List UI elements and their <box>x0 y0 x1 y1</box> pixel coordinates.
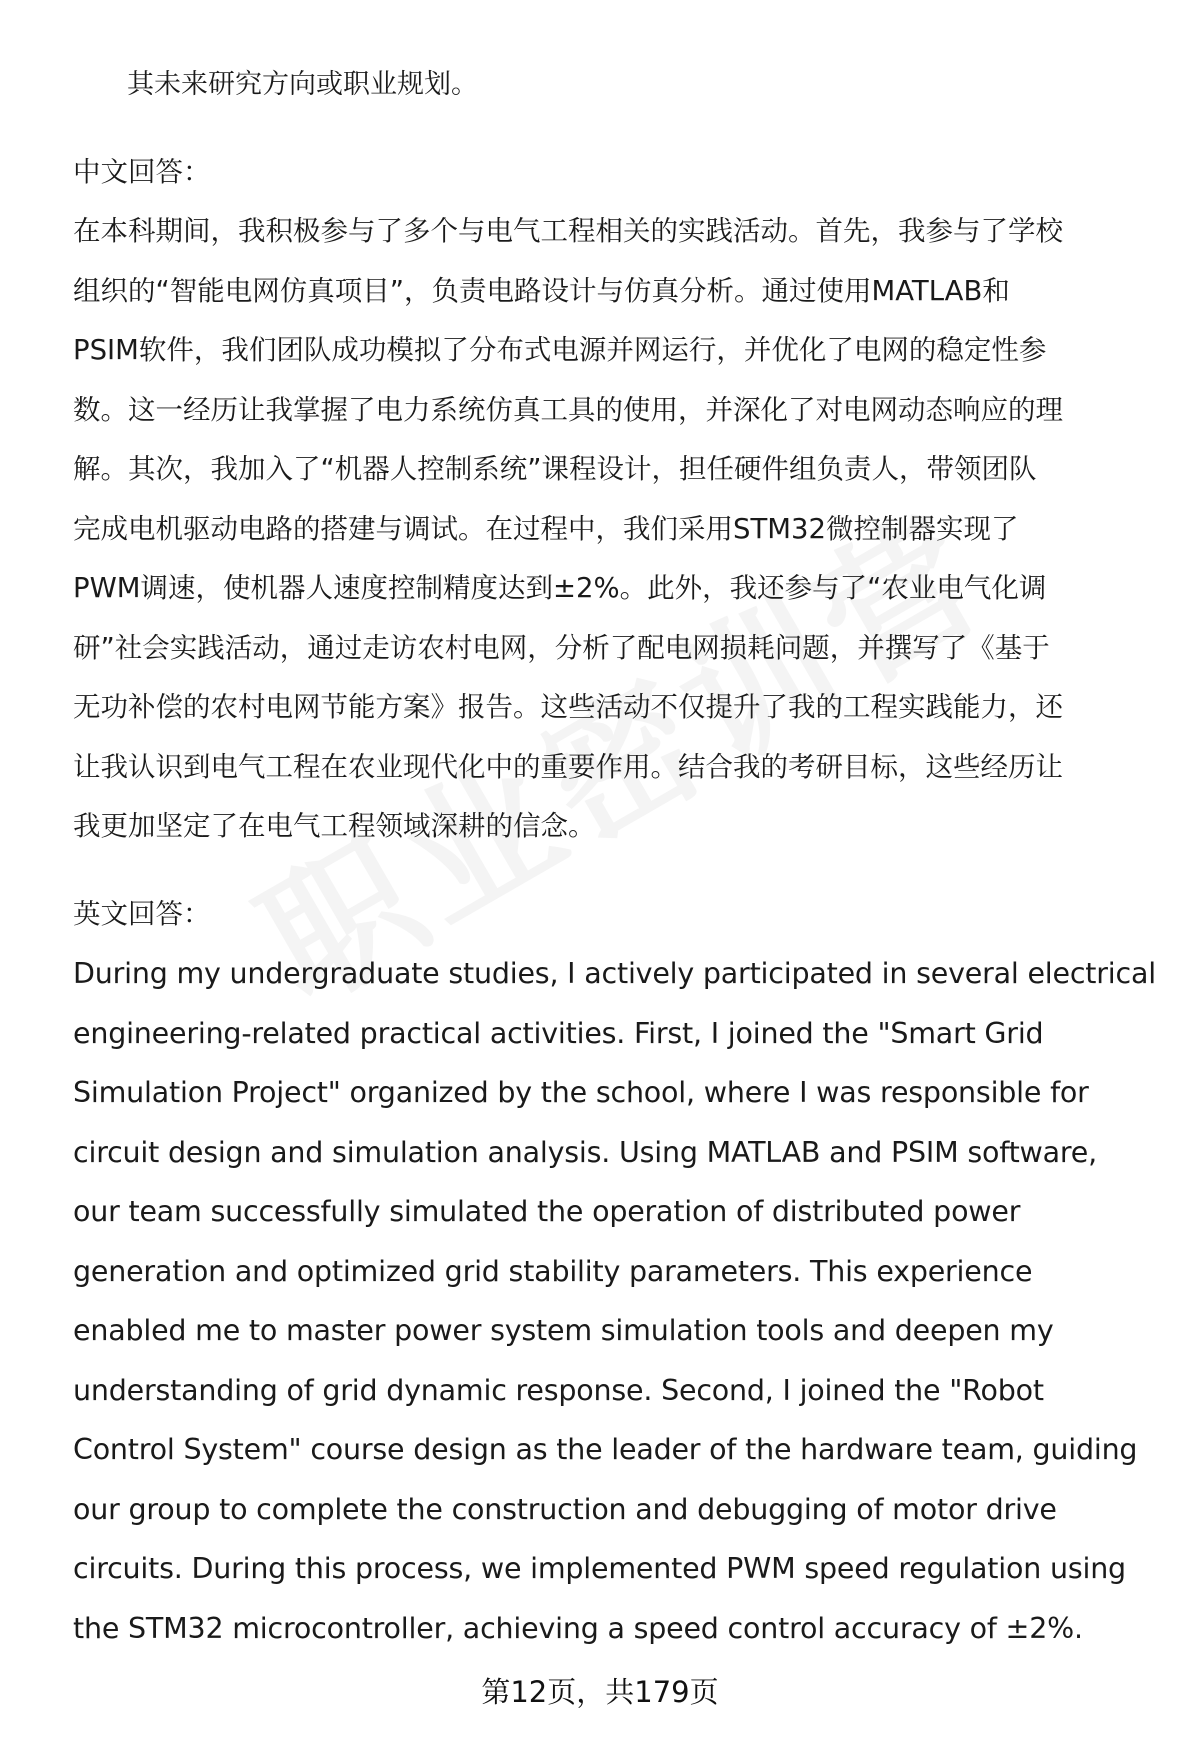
paragraph-gap <box>73 857 1153 885</box>
paragraph-gap <box>73 115 1153 143</box>
chinese-answer-line: 数。这一经历让我掌握了电力系统仿真工具的使用，并深化了对电网动态响应的理 <box>73 393 1063 426</box>
english-answer-line: Control System" course design as the leader of the hardware team, guiding <box>73 1433 1138 1466</box>
english-answer-line: understanding of grid dynamic response. Second, I joined the "Robot <box>73 1373 1044 1407</box>
english-answer-line: our team successfully simulated the operation of distributed power <box>73 1195 1021 1228</box>
english-answer-line: During my undergraduate studies, I actively participated in several electrical <box>73 957 1156 990</box>
english-answer-line: engineering-related practical activities. First, I joined the "Smart Grid <box>73 1016 1044 1050</box>
chinese-answer-line: 我更加坚定了在电气工程领域深耕的信念。 <box>73 810 596 842</box>
chinese-answer-line: PWM调速，使机器人速度控制精度达到±2%。此外，我还参与了“农业电气化调 <box>73 572 1047 604</box>
chinese-answer-line: 解。其次，我加入了“机器人控制系统”课程设计，担任硬件组负责人，带领团队 <box>73 453 1037 485</box>
chinese-answer-line: 研”社会实践活动，通过走访农村电网，分析了配电网损耗问题，并撰写了《基于 <box>73 631 1050 664</box>
document-body <box>73 55 1156 1658</box>
chinese-answer-line: 无功补偿的农村电网节能方案》报告。这些活动不仅提升了我的工程实践能力，还 <box>73 691 1063 723</box>
page-number-footer: 第12页，共179页 <box>481 1675 719 1709</box>
chinese-answer-line: 组织的“智能电网仿真项目”，负责电路设计与仿真分析。通过使用MATLAB和 <box>73 274 1010 307</box>
chinese-answer-line: 在本科期间，我积极参与了多个与电气工程相关的实践活动。首先，我参与了学校 <box>73 215 1063 247</box>
english-answer-line: Simulation Project" organized by the school, where I was responsible for <box>73 1076 1089 1109</box>
english-answer-line: enabled me to master power system simulation tools and deepen my <box>73 1314 1054 1347</box>
chinese-answer-heading: 中文回答： <box>73 155 211 188</box>
chinese-answer-line: 完成电机驱动电路的搭建与调试。在过程中，我们采用STM32微控制器实现了 <box>73 512 1019 545</box>
chinese-answer-line: 让我认识到电气工程在农业现代化中的重要作用。结合我的考研目标，这些经历让 <box>73 750 1063 783</box>
intro-line: 其未来研究方向或职业规划。 <box>127 69 478 100</box>
english-answer-line: generation and optimized grid stability parameters. This experience <box>73 1254 1033 1288</box>
chinese-answer-paragraph <box>73 202 1153 857</box>
english-answer-line: our group to complete the construction and debugging of motor drive <box>73 1492 1057 1526</box>
english-answer-paragraph <box>73 944 1156 1658</box>
english-answer-line: circuit design and simulation analysis. Using MATLAB and PSIM software, <box>73 1135 1098 1169</box>
english-answer-line: the STM32 microcontroller, achieving a speed control accuracy of ±2%. <box>73 1611 1083 1645</box>
english-answer-line: circuits. During this process, we implemented PWM speed regulation using <box>73 1552 1126 1585</box>
chinese-answer-line: PSIM软件，我们团队成功模拟了分布式电源并网运行，并优化了电网的稳定性参 <box>73 334 1047 366</box>
english-answer-heading: 英文回答： <box>73 897 211 930</box>
